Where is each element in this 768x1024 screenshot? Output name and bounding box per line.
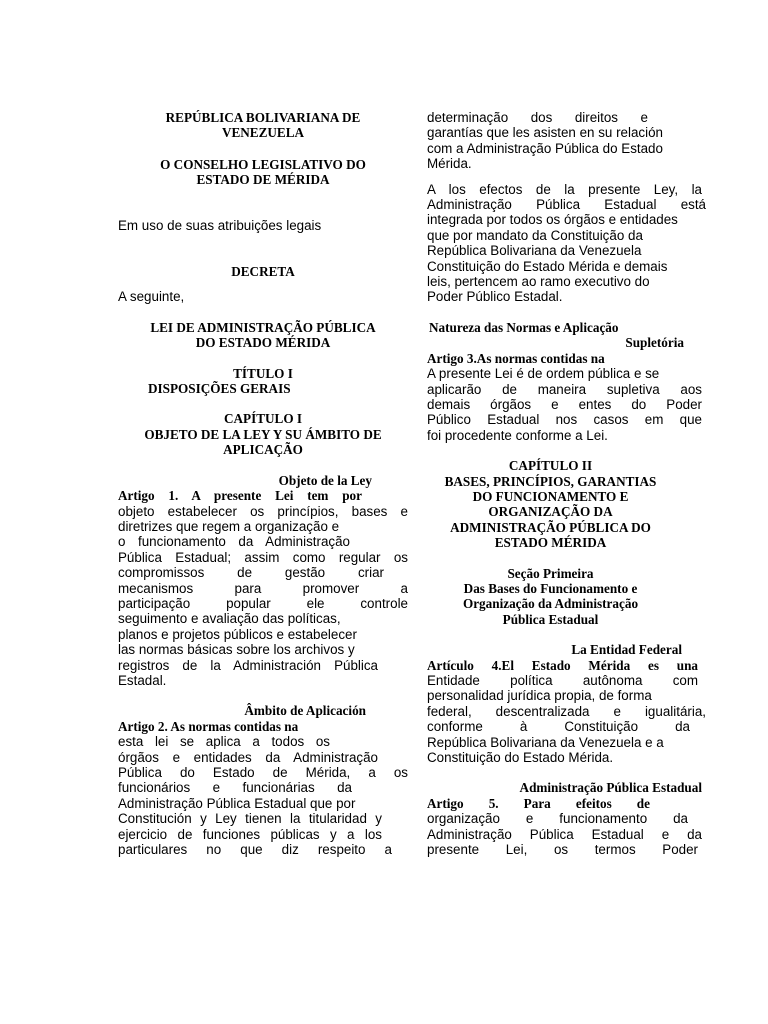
header-line: ESTADO DE MÉRIDA [196,172,330,188]
law-title-line: LEI DE ADMINISTRAÇÃO PÚBLICA [150,319,376,335]
body-line: funcionários e funcionárias da [118,780,352,796]
article-3-lead: Artigo 3.As normas contidas na [427,350,605,366]
article-3-body [427,366,706,443]
article-2-lead: Artigo 2. As normas contidas na [118,718,299,734]
body-line: organização e funcionamento da [427,811,688,827]
article-1-heading: Objeto de la Ley [278,472,372,488]
council-header [118,157,408,188]
body-line: República Bolivariana da Venezuela e a [427,734,664,750]
body-line: particulares no que diz respeito a [118,842,392,858]
body-line: Público Estadual nos casos em que [427,412,702,428]
body-line: planos e projetos públicos e estabelecer [118,626,357,642]
title-number: TÍTULO I [233,365,293,381]
body-line: objeto estabelecer os princípios, bases e [118,503,408,519]
chapter-line: BASES, PRINCÍPIOS, GARANTIAS [444,473,657,489]
body-line: personalidad jurídica propia, de forma [427,688,652,704]
body-line: las normas básicas sobre los archivos y [118,642,355,658]
body-line: A los efectos de la presente Ley, la [427,181,702,197]
section-line: Seção Primeira [507,565,594,581]
body-line: seguimento e avaliação das políticas, [118,611,341,627]
section-line: Das Bases do Funcionamento e [463,580,638,596]
body-line: mecanismos para promover a [118,580,408,596]
body-line: participação popular ele controle [118,595,408,611]
article-2-body [118,734,408,857]
body-line: garantías que les asisten en su relación [427,125,663,141]
body-line: conforme à Constituição da [427,719,690,735]
chapter-line: ORGANIZAÇÃO DA [488,504,613,520]
article-4-body [427,673,706,765]
body-line: Pública Estadual; assim como regular os [118,549,408,565]
continuation-paragraph [427,110,706,172]
body-line: Pública do Estado de Mérida, a os [118,765,408,780]
chapter-heading [118,411,408,457]
section-heading [427,566,706,628]
left-column [118,108,408,857]
body-line: o funcionamento da Administração [118,534,350,550]
right-column [427,108,706,857]
chapter-line: OBJETO DE LA LEY Y SU ÁMBITO DE [144,426,382,442]
header-line: VENEZUELA [221,125,305,141]
chapter-2-heading [427,458,706,550]
intro-text: Em uso de suas atribuições legais [118,217,322,233]
body-line: República Bolivariana da Venezuela [427,243,642,259]
body-line: demais órgãos e entes do Poder [427,396,702,412]
body-line: Administração Pública Estadual está [427,197,706,213]
seguinte-text: A seguinte, [118,289,185,305]
article-5-body [427,811,706,857]
chapter-line: ESTADO MÉRIDA [494,535,607,551]
decreta-heading: DECRETA [231,264,295,280]
article-5-lead: Artigo 5. Para efeitos de [427,795,650,811]
article-1-lead: Artigo 1. A presente Lei tem por [118,488,362,504]
chapter-line: CAPÍTULO II [508,458,593,474]
body-line: integrada por todos os órgãos e entidades [427,212,678,228]
header-line: REPÚBLICA BOLIVARIANA DE [165,110,361,125]
law-title-line: DO ESTADO MÉRIDA [195,335,331,351]
body-line: que por mandato da Constituição da [427,227,643,243]
body-line: ejercicio de funciones públicas y a los [118,826,382,842]
article-4-heading: La Entidad Federal [571,642,682,658]
article-2-heading: Âmbito de Aplicación [244,703,366,719]
body-line: leis, pertencem ao ramo executivo do [427,274,650,290]
republic-header [118,110,408,141]
body-line: compromissos de gestão criar [118,565,384,581]
body-line: foi procedente conforme a Lei. [427,427,608,443]
body-line: diretrizes que regem a organização e [118,518,340,534]
chapter-line: DO FUNCIONAMENTO E [472,488,629,504]
body-line: presente Lei, os termos Poder [427,842,698,858]
body-line: registros de la Administración Pública [118,657,378,673]
administration-paragraph [427,182,706,305]
body-line: Administração Pública Estadual que por [118,795,356,811]
body-line: aplicarão de maneira supletiva aos [427,381,702,397]
body-line: Constituição do Estado Mérida e demais [427,258,668,274]
chapter-line: ADMINISTRAÇÃO PÚBLICA DO [450,519,651,535]
body-line: com a Administração Pública do Estado [427,140,663,156]
chapter-line: CAPÍTULO I [223,411,303,427]
title-name: DISPOSIÇÕES GERAIS [148,381,291,397]
body-line: Poder Público Estadal. [427,289,563,305]
body-line: órgãos e entidades da Administração [118,749,378,765]
body-line: Estadal. [118,672,167,688]
article-4-lead: Artículo 4.El Estado Mérida es una [427,657,698,673]
body-line: Constitución y Ley tienen la titularidad y [118,811,382,827]
body-line: federal, descentralizada e igualitária, [427,703,706,719]
header-line: O CONSELHO LEGISLATIVO DO [160,156,366,172]
section-line: Organização da Administração [462,596,639,612]
chapter-line: APLICAÇÃO [223,442,303,458]
article-3-heading [427,320,706,351]
body-line: determinação dos direitos e [427,110,648,125]
body-line: Constituição do Estado Mérida. [427,750,614,766]
body-line: esta lei se aplica a todos os [118,734,330,750]
heading-line: Supletória [625,335,684,351]
body-line: Mérida. [427,156,472,172]
law-title [118,320,408,351]
section-line: Pública Estadual [502,611,599,627]
title-heading [118,366,408,397]
body-line: Administração Pública Estadual e da [427,826,702,842]
heading-line: Natureza das Normas e Aplicação [429,319,619,335]
article-1-body [118,504,408,689]
article-5-heading: Administração Pública Estadual [519,780,702,796]
body-line: Entidade política autônoma com [427,673,698,688]
body-line: A presente Lei é de ordem pública e se [427,366,660,382]
